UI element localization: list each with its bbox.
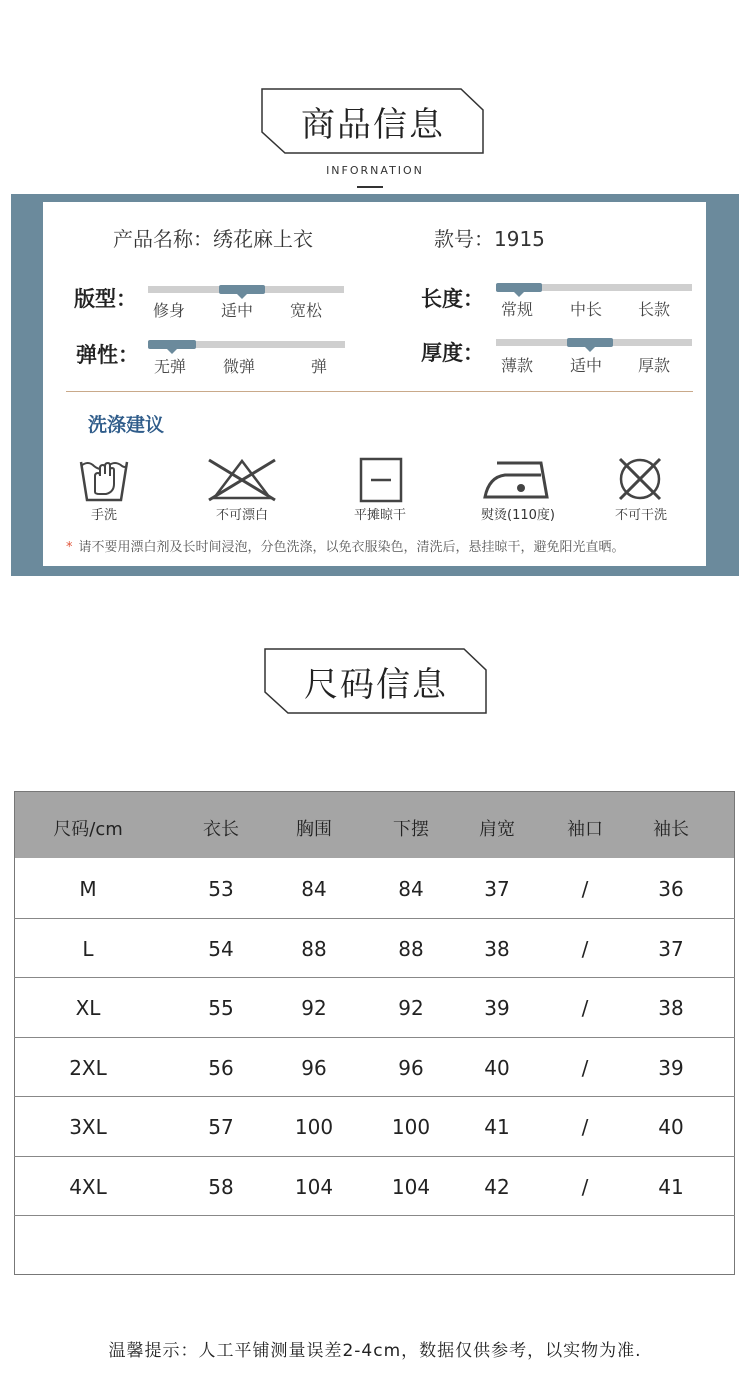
elasticity-option-none: 无弹 xyxy=(154,357,187,376)
table-header-cell: 袖长 xyxy=(653,819,689,840)
wash-note xyxy=(66,536,625,555)
style-number: 款号：1915 xyxy=(434,227,545,251)
table-cell: / xyxy=(581,877,589,901)
table-header-cell: 袖口 xyxy=(567,819,603,840)
table-cell: 42 xyxy=(484,1175,510,1199)
wash-divider xyxy=(66,391,693,392)
table-cell: 58 xyxy=(208,1175,234,1199)
table-cell: / xyxy=(581,1056,589,1080)
wash-note-text: 请不要用漂白剂及长时间浸泡，分色洗涤，以免衣服染色，清洗后，悬挂晾干，避免阳光直晒。 xyxy=(78,540,625,555)
table-cell: 84 xyxy=(301,877,327,901)
table-cell: 40 xyxy=(484,1056,510,1080)
thickness-bar xyxy=(496,339,692,346)
table-row-divider xyxy=(14,977,735,978)
elasticity-option-slight: 微弹 xyxy=(223,357,256,376)
fit-indicator xyxy=(219,285,265,294)
table-row-divider xyxy=(14,1037,735,1038)
thickness-option-thick: 厚款 xyxy=(638,356,671,375)
table-cell: 3XL xyxy=(69,1115,107,1139)
wash-title: 洗涤建议 xyxy=(88,414,165,436)
table-cell: 37 xyxy=(484,877,510,901)
iron-icon xyxy=(483,459,551,501)
length-label: 长度： xyxy=(421,287,484,311)
length-indicator xyxy=(496,283,542,292)
table-cell: 4XL xyxy=(69,1175,107,1199)
fit-option-regular: 适中 xyxy=(221,301,254,320)
table-header-cell: 胸围 xyxy=(296,819,332,840)
table-cell: / xyxy=(581,1175,589,1199)
fit-bar xyxy=(148,286,344,293)
table-row-divider xyxy=(14,1215,735,1216)
table-cell: 2XL xyxy=(69,1056,107,1080)
subtitle-underline xyxy=(357,186,383,188)
table-row-divider xyxy=(14,918,735,919)
table-row-divider xyxy=(14,1156,735,1157)
table-header-cell: 衣长 xyxy=(203,819,239,840)
table-cell: 104 xyxy=(294,1175,334,1199)
table-cell: 100 xyxy=(294,1115,334,1139)
table-header-cell: 肩宽 xyxy=(479,819,515,840)
table-cell: 96 xyxy=(398,1056,424,1080)
size-info-title-box xyxy=(264,648,488,714)
table-cell: / xyxy=(581,996,589,1020)
elasticity-indicator xyxy=(148,340,196,349)
length-bar xyxy=(496,284,692,291)
table-cell: 39 xyxy=(658,1056,684,1080)
thickness-option-thin: 薄款 xyxy=(501,356,534,375)
table-cell: XL xyxy=(75,996,101,1020)
table-cell: 40 xyxy=(658,1115,684,1139)
table-cell: 55 xyxy=(208,996,234,1020)
table-cell: 53 xyxy=(208,877,234,901)
product-info-title: 商品信息 xyxy=(301,104,445,145)
table-cell: 88 xyxy=(398,937,424,961)
table-cell: 56 xyxy=(208,1056,234,1080)
no-dry-clean-icon xyxy=(614,455,666,503)
length-option-regular: 常规 xyxy=(501,300,534,319)
product-name: 产品名称：绣花麻上衣 xyxy=(113,227,313,251)
table-header-cell: 下摆 xyxy=(393,819,429,840)
table-cell: L xyxy=(82,937,94,961)
note-star: * xyxy=(66,540,73,555)
table-cell: 92 xyxy=(398,996,424,1020)
size-table xyxy=(14,791,735,1275)
table-cell: 57 xyxy=(208,1115,234,1139)
table-cell: 92 xyxy=(301,996,327,1020)
fit-label: 版型： xyxy=(74,287,137,311)
table-cell: 38 xyxy=(658,996,684,1020)
elasticity-bar xyxy=(148,341,345,348)
table-cell: M xyxy=(79,877,97,901)
table-cell: / xyxy=(581,937,589,961)
size-info-title: 尺码信息 xyxy=(304,664,448,705)
table-cell: 104 xyxy=(391,1175,431,1199)
table-cell: 100 xyxy=(391,1115,431,1139)
table-cell: / xyxy=(581,1115,589,1139)
no-bleach-label: 不可漂白 xyxy=(215,508,268,523)
length-option-mid: 中长 xyxy=(570,300,603,319)
table-cell: 39 xyxy=(484,996,510,1020)
table-header-cell: 尺码/cm xyxy=(53,819,123,840)
table-cell: 88 xyxy=(301,937,327,961)
table-cell: 41 xyxy=(658,1175,684,1199)
length-option-long: 长款 xyxy=(638,300,671,319)
table-cell: 38 xyxy=(484,937,510,961)
flat-dry-icon xyxy=(359,457,403,503)
product-info-title-box xyxy=(261,88,485,154)
elasticity-label: 弹性： xyxy=(76,343,139,367)
thickness-option-medium: 适中 xyxy=(570,356,603,375)
table-cell: 36 xyxy=(658,877,684,901)
product-info-subtitle: INFORNATION xyxy=(326,164,424,177)
table-cell: 96 xyxy=(301,1056,327,1080)
iron-label: 熨烫(110度) xyxy=(481,508,555,523)
no-dry-clean-label: 不可干洗 xyxy=(614,508,667,523)
no-bleach-icon xyxy=(206,456,278,502)
table-cell: 37 xyxy=(658,937,684,961)
fit-option-slim: 修身 xyxy=(153,301,186,320)
table-cell: 41 xyxy=(484,1115,510,1139)
thickness-indicator xyxy=(567,338,613,347)
flat-dry-label: 平摊晾干 xyxy=(353,508,406,523)
hand-wash-icon xyxy=(78,456,130,504)
footer-note: 温馨提示：人工平铺测量误差2-4cm，数据仅供参考，以实物为准. xyxy=(108,1341,642,1361)
table-cell: 54 xyxy=(208,937,234,961)
hand-wash-label: 手洗 xyxy=(90,508,117,523)
table-row-divider xyxy=(14,1096,735,1097)
fit-option-loose: 宽松 xyxy=(290,301,323,320)
table-cell: 84 xyxy=(398,877,424,901)
elasticity-option-stretch: 弹 xyxy=(311,357,328,376)
thickness-label: 厚度： xyxy=(421,341,484,365)
